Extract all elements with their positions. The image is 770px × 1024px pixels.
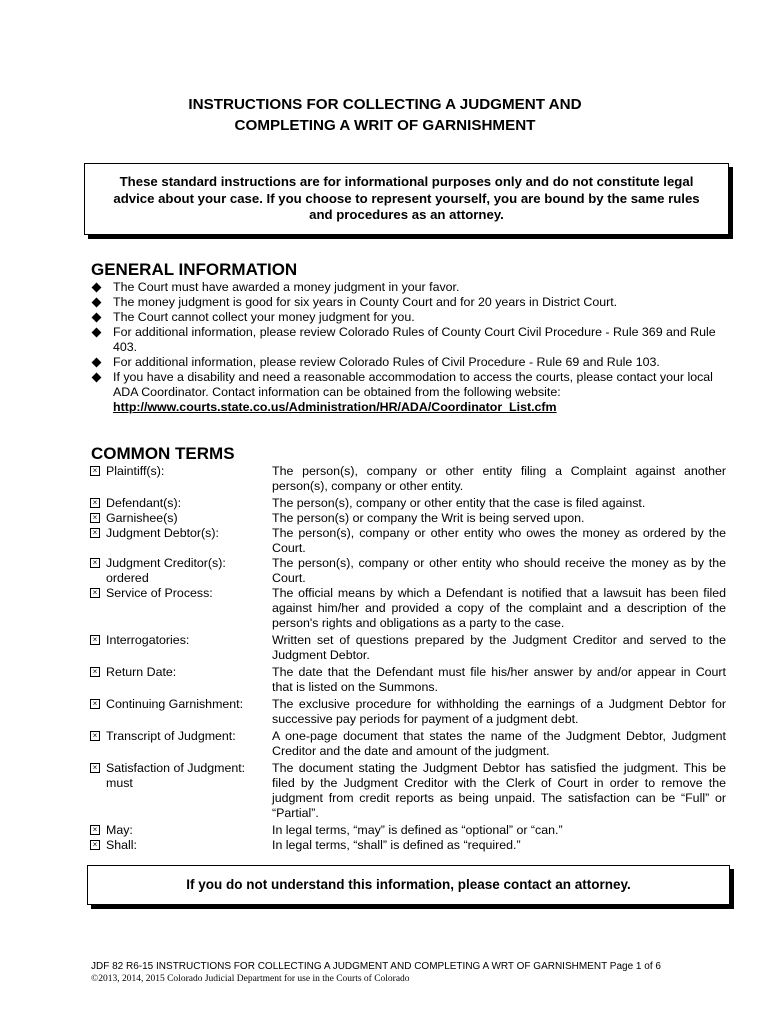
term-definition: In legal terms, “may” is defined as “optional” or “can.” (272, 823, 563, 837)
document-title (0, 94, 770, 136)
term-definition: The person(s) or company the Writ is being served upon. (272, 511, 585, 525)
term-row (90, 526, 726, 556)
term-definition: In legal terms, “shall” is defined as “required.” (272, 838, 521, 852)
term-label: Satisfaction of Judgment: must (106, 761, 246, 790)
checkbox-icon: × (90, 667, 100, 677)
common-terms-heading: COMMON TERMS (91, 444, 235, 463)
checkbox-icon: × (90, 731, 100, 741)
term-definition: Written set of questions prepared by the Judgment Creditor and served to the Judgment Debtor. (272, 633, 726, 662)
checkbox-icon: × (90, 840, 100, 850)
term-label: Defendant(s): (106, 496, 182, 510)
term-label: May: (106, 823, 133, 837)
term-definition: The person(s), company or other entity who owes the money as ordered by the Court. (272, 526, 726, 555)
term-label: Return Date: (106, 665, 177, 679)
term-label: Shall: (106, 838, 137, 852)
list-item: The Court cannot collect your money judgment for you. (91, 310, 731, 325)
checkbox-icon: × (90, 588, 100, 598)
term-label: Transcript of Judgment: (106, 729, 236, 743)
general-information-list (91, 280, 731, 415)
page-footer (91, 961, 661, 985)
term-label: Plaintiff(s): (106, 464, 165, 478)
term-label: Interrogatories: (106, 633, 190, 647)
diamond-bullet-icon (92, 373, 102, 383)
notice-line-3: and procedures as an attorney. (309, 207, 504, 222)
term-row (90, 823, 726, 838)
term-row (90, 586, 726, 631)
list-item: For additional information, please review Colorado Rules of County Court Civil Procedure - Rule 369 and Rule 403. (91, 325, 731, 355)
checkbox-icon: × (90, 558, 100, 568)
ada-coordinator-link[interactable]: http://www.courts.state.co.us/Administration/HR/ADA/Coordinator_List.cfm (113, 400, 557, 414)
title-line-1: INSTRUCTIONS FOR COLLECTING A JUDGMENT AND (188, 96, 582, 113)
term-row (90, 697, 726, 727)
attorney-notice-text: If you do not understand this information, please contact an attorney. (186, 877, 631, 892)
checkbox-icon: × (90, 825, 100, 835)
term-row (90, 464, 726, 494)
term-row (90, 665, 726, 695)
checkbox-icon: × (90, 635, 100, 645)
term-definition: The official means by which a Defendant is notified that a lawsuit has been filed against him/her and provided a copy of the complaint and a description of the person's rights and obligations as a party to the case. (272, 586, 726, 630)
term-row (90, 633, 726, 663)
general-information-heading: GENERAL INFORMATION (91, 260, 298, 279)
term-label: Judgment Creditor(s): ordered (106, 556, 226, 585)
attorney-notice-box (87, 865, 730, 905)
term-row (90, 511, 726, 526)
checkbox-icon: × (90, 498, 100, 508)
term-definition: The date that the Defendant must file his/her answer by and/or appear in Court that is listed on the Summons. (272, 665, 726, 694)
checkbox-icon: × (90, 763, 100, 773)
term-definition: The person(s), company or other entity filing a Complaint against another person(s), company or other entity. (272, 464, 726, 493)
checkbox-icon: × (90, 466, 100, 476)
term-row (90, 729, 726, 759)
term-label: Garnishee(s) (106, 511, 178, 525)
term-row (90, 838, 726, 853)
diamond-bullet-icon (92, 328, 102, 338)
common-terms-list (90, 464, 726, 853)
checkbox-icon: × (90, 528, 100, 538)
checkbox-icon: × (90, 699, 100, 709)
list-item: For additional information, please review Colorado Rules of Civil Procedure - Rule 69 and Rule 103. (91, 355, 731, 370)
term-row (90, 761, 726, 821)
diamond-bullet-icon (92, 283, 102, 293)
notice-line-2: advice about your case. If you choose to represent yourself, you are bound by the same rules (113, 190, 700, 206)
footer-form-info: JDF 82 R6-15 INSTRUCTIONS FOR COLLECTING A JUDGMENT AND COMPLETING A WRT OF GARNISHMENT Page 1 of 6 (91, 961, 661, 972)
diamond-bullet-icon (92, 313, 102, 323)
notice-line-1: These standard instructions are for informational purposes only and do not constitute legal (119, 174, 694, 189)
term-definition: The person(s), company or other entity that the case is filed against. (272, 496, 646, 510)
list-item: The Court must have awarded a money judgment in your favor. (91, 280, 731, 295)
term-definition: The person(s), company or other entity who should receive the money as by the Court. (272, 556, 726, 585)
term-row (90, 556, 726, 586)
term-label: Judgment Debtor(s): (106, 526, 219, 540)
list-item: If you have a disability and need a reasonable accommodation to access the courts, please contact your local ADA Coordinator. Contact information can be obtained from the following website: http://www.courts.state.co.us/Administration/HR/ADA/Coordinator_List.cfm (91, 370, 731, 415)
footer-copyright: ©2013, 2014, 2015 Colorado Judicial Department for use in the Courts of Colorado (91, 974, 410, 984)
list-item: The money judgment is good for six years in County Court and for 20 years in District Court. (91, 295, 731, 310)
title-line-2: COMPLETING A WRIT OF GARNISHMENT (234, 117, 536, 134)
diamond-bullet-icon (92, 298, 102, 308)
term-definition: A one-page document that states the name of the Judgment Debtor, Judgment Creditor and the date and amount of the judgment. (272, 729, 726, 758)
term-definition: The document stating the Judgment Debtor has satisfied the judgment. This be filed by the Judgment Creditor with the Clerk of Court in order to remove the judgment from credit reports as being unpaid. The satisfaction can be “Full” or “Partial”. (272, 761, 726, 820)
term-definition: The exclusive procedure for withholding the earnings of a Judgment Debtor for successive pay periods for payment of a judgment debt. (272, 697, 726, 726)
diamond-bullet-icon (92, 358, 102, 368)
term-label: Service of Process: (106, 586, 213, 600)
term-row (90, 496, 726, 511)
informational-notice-box (84, 163, 729, 235)
checkbox-icon: × (90, 513, 100, 523)
term-label: Continuing Garnishment: (106, 697, 244, 711)
